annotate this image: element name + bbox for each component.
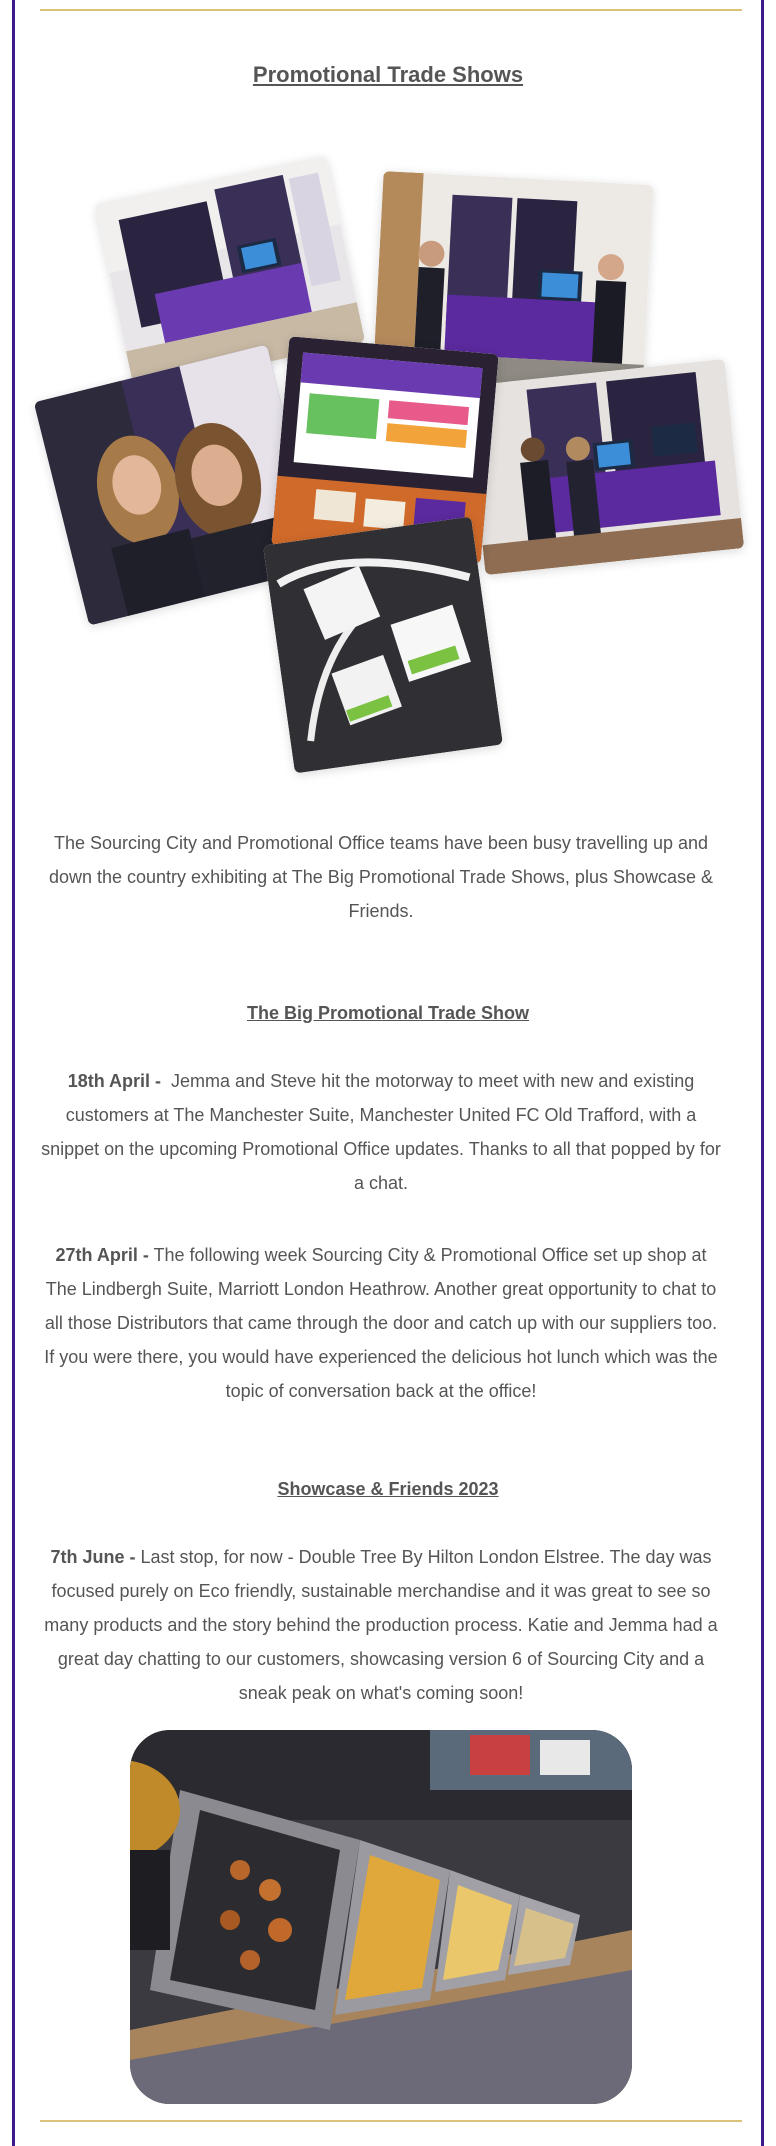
event-date: 27th April - — [55, 1245, 149, 1265]
event-text: Last stop, for now - Double Tree By Hilton London Elstree. The day was focused purely on Eco friendly, sustainable merchandise and it was great to see so many products and the story behind the production process. Katie and Jemma had a great day chatting to our customers, showcasing version 6 of Sourcing City and a sneak peak on what's coming soon! — [44, 1547, 718, 1703]
bottom-divider — [40, 2120, 742, 2122]
big-show-heading: The Big Promotional Trade Show — [246, 1003, 530, 1023]
page-title: Promotional Trade Shows — [252, 62, 524, 87]
trade-show-photo-collage — [40, 160, 750, 780]
top-divider — [40, 9, 742, 11]
event-entry-18-april — [40, 1064, 722, 1200]
intro-paragraph: The Sourcing City and Promotional Office teams have been busy travelling up and down the country exhibiting at The Big Promotional Trade Shows, plus Showcase & Friends. — [48, 833, 714, 921]
event-entry-27-april — [40, 1238, 722, 1408]
showcase-heading: Showcase & Friends 2023 — [277, 1479, 499, 1499]
event-date: 18th April - — [67, 1071, 162, 1091]
event-text: The following week Sourcing City & Promotional Office set up shop at The Lindbergh Suite, Marriott London Heathrow. Another great opportunity to chat to all those Distributors that came through the door and catch up with our suppliers too. If you were there, you would have experienced the delicious hot lunch which was the topic of conversation back at the office! — [44, 1245, 718, 1401]
event-text: Jemma and Steve hit the motorway to meet with new and existing customers at The Manchester Suite, Manchester United FC Old Trafford, with a snippet on the upcoming Promotional Office updates. Thanks to all that popped by for a chat. — [41, 1071, 721, 1193]
collage-photo-badges — [263, 517, 503, 774]
collage-photo-stand-team — [466, 359, 744, 575]
event-entry-7-june — [40, 1540, 722, 1710]
event-date: 7th June - — [50, 1547, 136, 1567]
buffet-lunch-photo — [130, 1730, 632, 2104]
